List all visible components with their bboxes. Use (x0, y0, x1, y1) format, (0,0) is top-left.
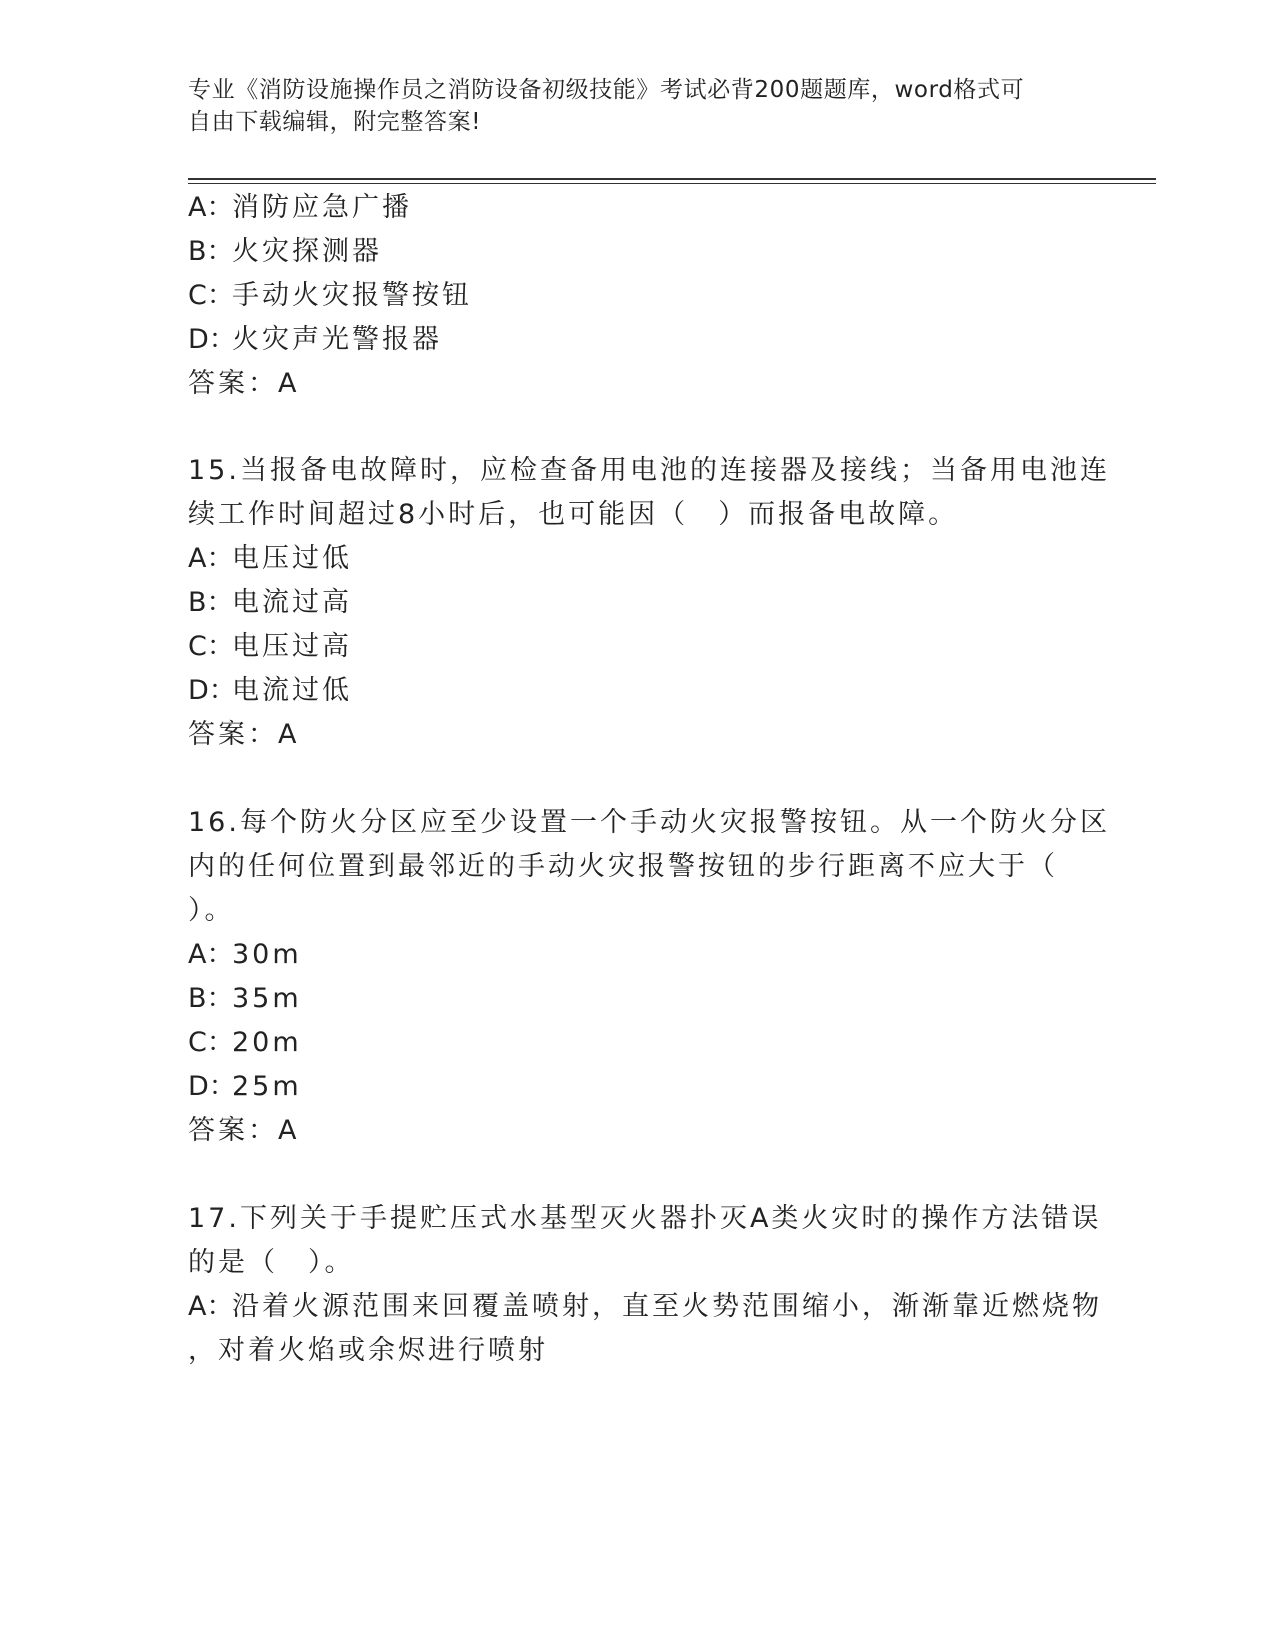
q16-option-a (188, 938, 302, 972)
option-text: 电压过低 (232, 543, 352, 574)
q16-stem-line-3: ）。 (188, 895, 235, 926)
option-text: 电流过低 (232, 675, 352, 706)
header-line-1: 专业《消防设施操作员之消防设备初级技能》考试必背200题题库，word格式可 (188, 77, 1025, 103)
option-label: A： (188, 543, 234, 574)
option-text: 火灾声光警报器 (232, 324, 442, 355)
q17-stem-line-2: 的是（ ）。 (188, 1247, 355, 1278)
q16-stem-line-2: 内的任何位置到最邻近的手动火灾报警按钮的步行距离不应大于（ (188, 851, 1058, 882)
option-text: 沿着火源范围来回覆盖喷射，直至火势范围缩小，渐渐靠近燃烧物 (232, 1291, 1102, 1322)
q15-stem-line-1: 15.当报备电故障时，应检查备用电池的连接器及接线；当备用电池连 (188, 455, 1110, 486)
option-label: B： (188, 236, 234, 267)
option-text: 火灾探测器 (232, 236, 382, 267)
header-line-2: 自由下载编辑，附完整答案! (188, 109, 482, 135)
q17-option-a (188, 1290, 1102, 1324)
option-label: A： (188, 939, 234, 970)
q16-option-c (188, 1026, 302, 1060)
option-text: 消防应急广播 (232, 192, 412, 223)
option-label: D： (188, 675, 236, 706)
option-text: 20m (232, 1027, 302, 1058)
q17-stem-line-1: 17.下列关于手提贮压式水基型灭火器扑灭A类火灾时的操作方法错误 (188, 1203, 1102, 1234)
q15-option-c (188, 630, 352, 664)
q15-stem-line-2: 续工作时间超过8小时后，也可能因（ ）而报备电故障。 (188, 499, 959, 530)
q14-option-c (188, 279, 472, 313)
option-label: C： (188, 631, 234, 662)
q15-option-d (188, 674, 352, 708)
q14-option-a (188, 191, 412, 225)
q15-option-b (188, 586, 352, 620)
q14-answer: 答案：A (188, 368, 300, 399)
option-label: B： (188, 587, 234, 618)
option-label: D： (188, 1071, 236, 1102)
q16-option-d (188, 1070, 302, 1104)
q14-option-d (188, 323, 442, 357)
option-label: A： (188, 1291, 234, 1322)
document-header (188, 74, 1088, 138)
option-label: B： (188, 983, 234, 1014)
q15-answer: 答案：A (188, 719, 300, 750)
option-text: 电流过高 (232, 587, 352, 618)
option-text: 35m (232, 983, 302, 1014)
header-divider (188, 178, 1156, 180)
option-text: 手动火灾报警按钮 (232, 280, 472, 311)
option-text: 30m (232, 939, 302, 970)
option-label: A： (188, 192, 234, 223)
header-divider-thin (188, 183, 1156, 184)
option-label: C： (188, 1027, 234, 1058)
option-text: 25m (232, 1071, 302, 1102)
q16-option-b (188, 982, 302, 1016)
q16-stem-line-1: 16.每个防火分区应至少设置一个手动火灾报警按钮。从一个防火分区 (188, 807, 1110, 838)
q16-answer: 答案：A (188, 1115, 300, 1146)
q14-option-b (188, 235, 382, 269)
q17-option-a-continued: ，对着火焰或余烬进行喷射 (188, 1335, 548, 1366)
option-text: 电压过高 (232, 631, 352, 662)
option-label: D： (188, 324, 236, 355)
option-label: C： (188, 280, 234, 311)
q15-option-a (188, 542, 352, 576)
